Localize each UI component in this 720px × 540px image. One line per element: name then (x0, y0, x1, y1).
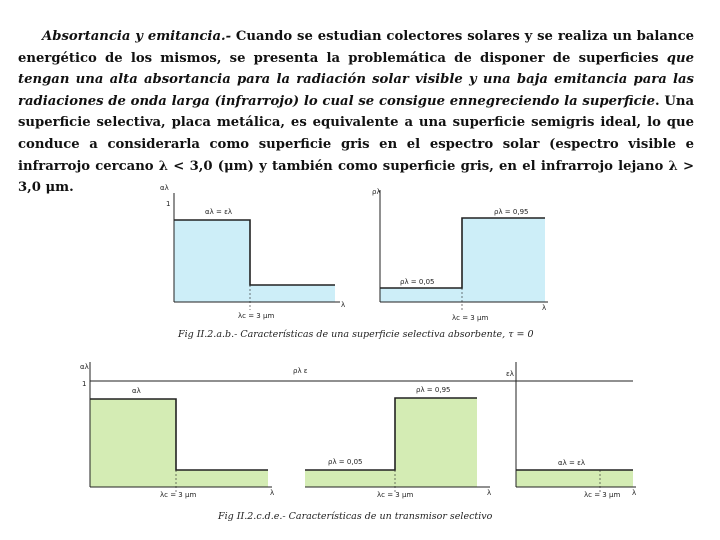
fig-top-left-chart (160, 184, 345, 320)
mid-cut-label: λc = 3 μm (377, 491, 414, 499)
high-label: ρλ = 0,95 (494, 208, 529, 216)
fig-top-caption: Fig II.2.a.b.- Características de una superficie selectiva absorbente, τ = 0 (178, 329, 534, 340)
right-x-axis-label: λ (632, 489, 637, 497)
cut-label: λc = 3 μm (452, 314, 489, 322)
left-level-label: αλ (132, 387, 141, 395)
paragraph-title: Absortancia y emitancia.- (42, 29, 232, 44)
paragraph-text-italic: que tengan una alta absortancia para la radiación solar visible y una baja emitancia para las radiaciones de onda larga (infrarrojo) lo cual se consigue ennegreciendo la superficie (18, 50, 694, 109)
left-cut-label: λc = 3 μm (160, 491, 197, 499)
right-fill (516, 470, 633, 487)
fig-bottom-caption: Fig II.2.c.d.e.- Características de un transmisor selectivo (218, 511, 493, 522)
fig-top-right-chart (372, 188, 548, 322)
paragraph-text-2: . Una superficie selectiva, placa metálica, es equivalente a una superficie semigris ideal, lo que conduce a considerarla como superficie gris en el espectro solar (espectro visible e infrarrojo cercano λ < 3,0 (μm) y también como superficie gris, en el infrarrojo lejano λ > 3,0 μm. (18, 93, 694, 196)
mid-fill-low (305, 470, 395, 487)
x-axis-label: λ (341, 301, 346, 309)
fig-bottom-chart (80, 362, 636, 499)
fill-low (380, 288, 462, 302)
right-y-axis-label: ελ (506, 370, 514, 378)
y-axis-label: ρλ (372, 188, 381, 196)
mid-fill-high (395, 398, 477, 487)
paragraph-text-1: Cuando se estudian colectores solares y se realiza un balance energético de los mismos, se presenta la problemática de disponer de superficies (18, 29, 694, 66)
y-one-label: 1 (166, 200, 171, 208)
cut-label: λc = 3 μm (238, 312, 275, 320)
mid-high-label: ρλ = 0,95 (416, 386, 451, 394)
right-level-label: αλ = ελ (558, 459, 585, 467)
y-axis-label: αλ (160, 184, 169, 192)
left-y-axis-label: αλ (80, 363, 89, 371)
left-fill-high (90, 399, 176, 487)
left-y-one-label: 1 (82, 380, 87, 388)
fill-high (174, 220, 250, 302)
top-line-label: ρλ ε (293, 367, 308, 375)
level-label: αλ = ελ (205, 208, 232, 216)
left-x-axis-label: λ (270, 489, 275, 497)
low-label: ρλ = 0,05 (400, 278, 435, 286)
left-fill-low (176, 470, 268, 487)
mid-low-label: ρλ = 0,05 (328, 458, 363, 466)
right-cut-label: λc = 3 μm (584, 491, 621, 499)
x-axis-label: λ (542, 304, 547, 312)
fill-high (462, 218, 545, 302)
mid-x-axis-label: λ (487, 489, 492, 497)
fill-low (250, 285, 335, 302)
